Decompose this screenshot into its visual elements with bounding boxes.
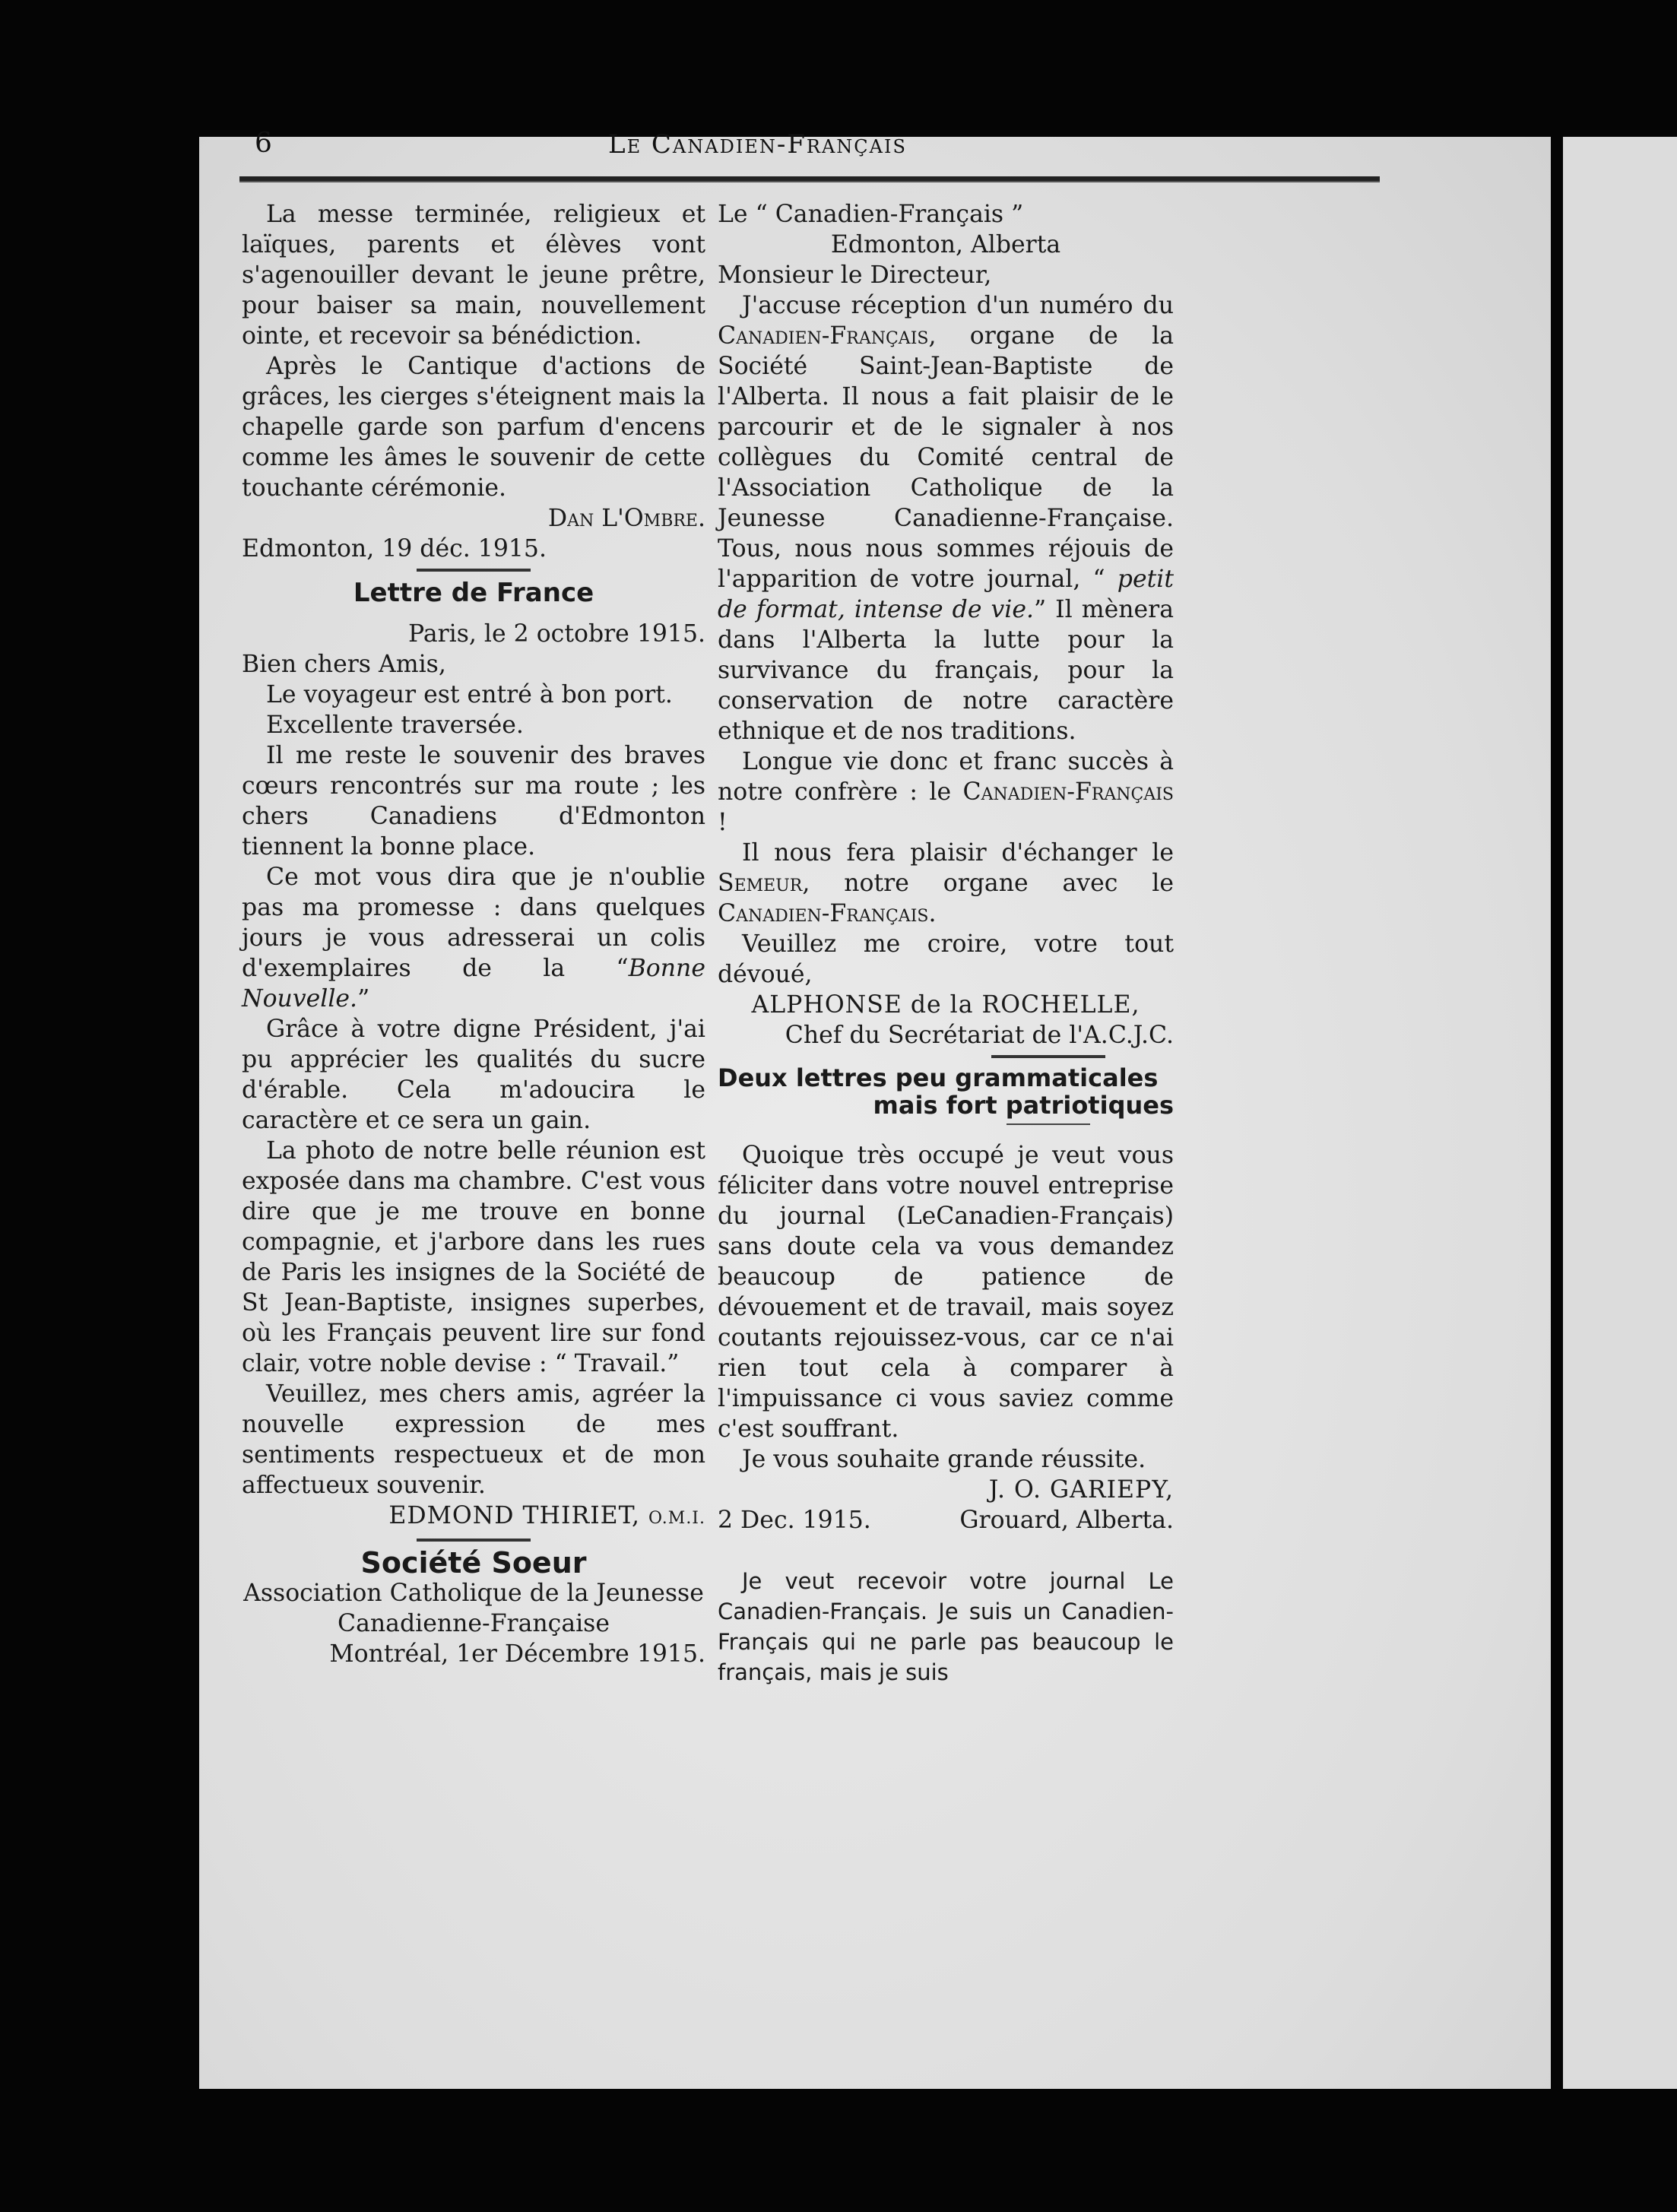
right-column	[718, 199, 1379, 1688]
signature: ALPHONSE de la ROCHELLE,	[751, 991, 1140, 1019]
text-run: .	[928, 900, 937, 927]
paragraph: Il me reste le souvenir des braves cœurs rencontrés sur ma route ; les chers Canadiens d'Edmonton tiennent la bonne place.	[242, 742, 705, 860]
journal-name: Semeur	[718, 870, 803, 897]
paragraph	[242, 862, 705, 1014]
address-line: Le “ Canadien-Français ”	[718, 201, 1024, 228]
running-title: Le Canadien-Français	[608, 129, 907, 160]
place: Grouard, Alberta.	[959, 1507, 1174, 1534]
section-rule	[417, 569, 531, 572]
paragraph	[718, 746, 1174, 838]
paragraph: La photo de notre belle réunion est exposée dans ma chambre. C'est vous dire que je me trouve en bonne compagnie, et j'arbore dans les rues de Paris les insignes de la Société de St Jean-Baptiste, insignes superbes, où les Français peuvent lire sur fond clair, votre noble devise : “ Travail.”	[242, 1137, 705, 1377]
italic-quote: petit de format, intense de vie.	[718, 566, 1174, 623]
dateline: Edmonton, 19 déc. 1915.	[242, 535, 547, 563]
journal-name: Canadien-Français	[962, 778, 1174, 806]
text-run: J'accuse réception d'un numéro du	[742, 292, 1174, 319]
date: 2 Dec. 1915.	[718, 1507, 871, 1534]
paragraph: Grâce à votre digne Président, j'ai pu apprécier les qualités du sucre d'érable. Cela m'adoucira le caractère et ce sera un gain.	[242, 1016, 705, 1134]
signature-name: EDMOND THIRIET,	[388, 1502, 641, 1529]
text-run: , notre organe avec le	[802, 870, 1174, 897]
journal-name: Canadien-Français	[718, 900, 929, 927]
text-run: Il nous fera plaisir d'échanger le	[742, 839, 1174, 867]
header-rule	[239, 176, 1380, 182]
paragraph: Veuillez me croire, votre tout dévoué,	[718, 930, 1174, 988]
paragraph: Veuillez, mes chers amis, agréer la nouvelle expression de mes sentiments respectueux et de mon affectueux souvenir.	[242, 1380, 705, 1499]
journal-name: Canadien-Français	[718, 322, 929, 350]
paragraph: Je vous souhaite grande réussite.	[742, 1446, 1146, 1473]
left-column	[242, 199, 705, 1669]
signature: Dan L'Ombre.	[547, 505, 705, 532]
section-rule	[417, 1539, 531, 1542]
text-run: Longue vie donc et franc succès à notre confrère : le	[718, 748, 1174, 806]
section-title-societe-soeur: Société Soeur	[360, 1546, 587, 1580]
section-rule	[991, 1055, 1105, 1058]
adjacent-page-edge	[1563, 137, 1677, 2089]
italic-title: Bonne Nouvelle.	[242, 955, 705, 1013]
text-run: ”	[357, 985, 370, 1013]
signature-suffix: O.M.I.	[648, 1509, 705, 1528]
page-number: 6	[255, 128, 272, 159]
paragraph	[718, 838, 1174, 929]
paragraph: La messe terminée, religieux et laïques, parents et élèves vont s'agenouiller devant le jeune prêtre, pour baiser sa main, nouvellement ointe, et recevoir sa bénédiction.	[242, 201, 705, 350]
paragraph: Après le Cantique d'actions de grâces, les cierges s'éteignent mais la chapelle garde son parfum d'encens comme les âmes le souvenir de cette touchante cérémonie.	[242, 353, 705, 502]
dateline: Paris, le 2 octobre 1915.	[408, 620, 705, 648]
section-title-deux-lettres-line2: mais fort patriotiques	[873, 1091, 1174, 1120]
salutation: Bien chers Amis,	[242, 651, 446, 678]
text-run: ” Il mènera dans l'Alberta la lutte pour la survivance du français, pour la conservation de notre caractère ethnique et de nos traditions.	[718, 596, 1174, 745]
section-rule	[1007, 1123, 1090, 1125]
paragraph: Quoique très occupé je veut vous féliciter dans votre nouvel entreprise du journal (LeCanadien-Français) sans doute cela va vous demandez beaucoup de patience de dévouement et de travail, mais soyez coutants rejouissez-vous, car ce n'ai rien tout cela à comparer à l'impuissance ci vous saviez comme c'est souffrant.	[718, 1142, 1174, 1443]
signature-title: Chef du Secrétariat de l'A.C.J.C.	[785, 1022, 1174, 1049]
text-run: !	[718, 809, 728, 836]
paragraph	[718, 290, 1174, 746]
date-place-line	[718, 1505, 1174, 1535]
section-title-lettre-de-france: Lettre de France	[353, 578, 594, 608]
organization-name: Association Catholique de la Jeunesse Canadienne-Française	[243, 1580, 704, 1637]
paragraph: Je veut recevoir votre journal Le Canadien-Français. Je suis un Canadien-Français qui ne parle pas beaucoup le français, mais je suis	[718, 1568, 1174, 1685]
letter-line: Le voyageur est entré à bon port.	[266, 681, 673, 708]
address-line: Edmonton, Alberta	[830, 231, 1061, 258]
signature: J. O. GARIEPY,	[988, 1476, 1174, 1504]
signature	[242, 1501, 705, 1534]
letter-line: Excellente traversée.	[266, 711, 524, 739]
text-run: Ce mot vous dira que je n'oublie pas ma promesse : dans quelques jours je vous adresserai un colis d'exemplaires de la “	[242, 864, 705, 982]
section-title-deux-lettres: Deux lettres peu grammaticales	[718, 1063, 1159, 1092]
salutation: Monsieur le Directeur,	[718, 261, 992, 289]
dateline: Montréal, 1er Décembre 1915.	[329, 1640, 705, 1668]
text-run: , organe de la Société Saint-Jean-Baptiste de l'Alberta. Il nous a fait plaisir de le parcourir et de le signaler à nos collègues du Comité central de l'Association Catholique de la Jeunesse Canadienne-Française. Tous, nous nous sommes réjouis de l'apparition de votre journal, “	[718, 322, 1174, 593]
